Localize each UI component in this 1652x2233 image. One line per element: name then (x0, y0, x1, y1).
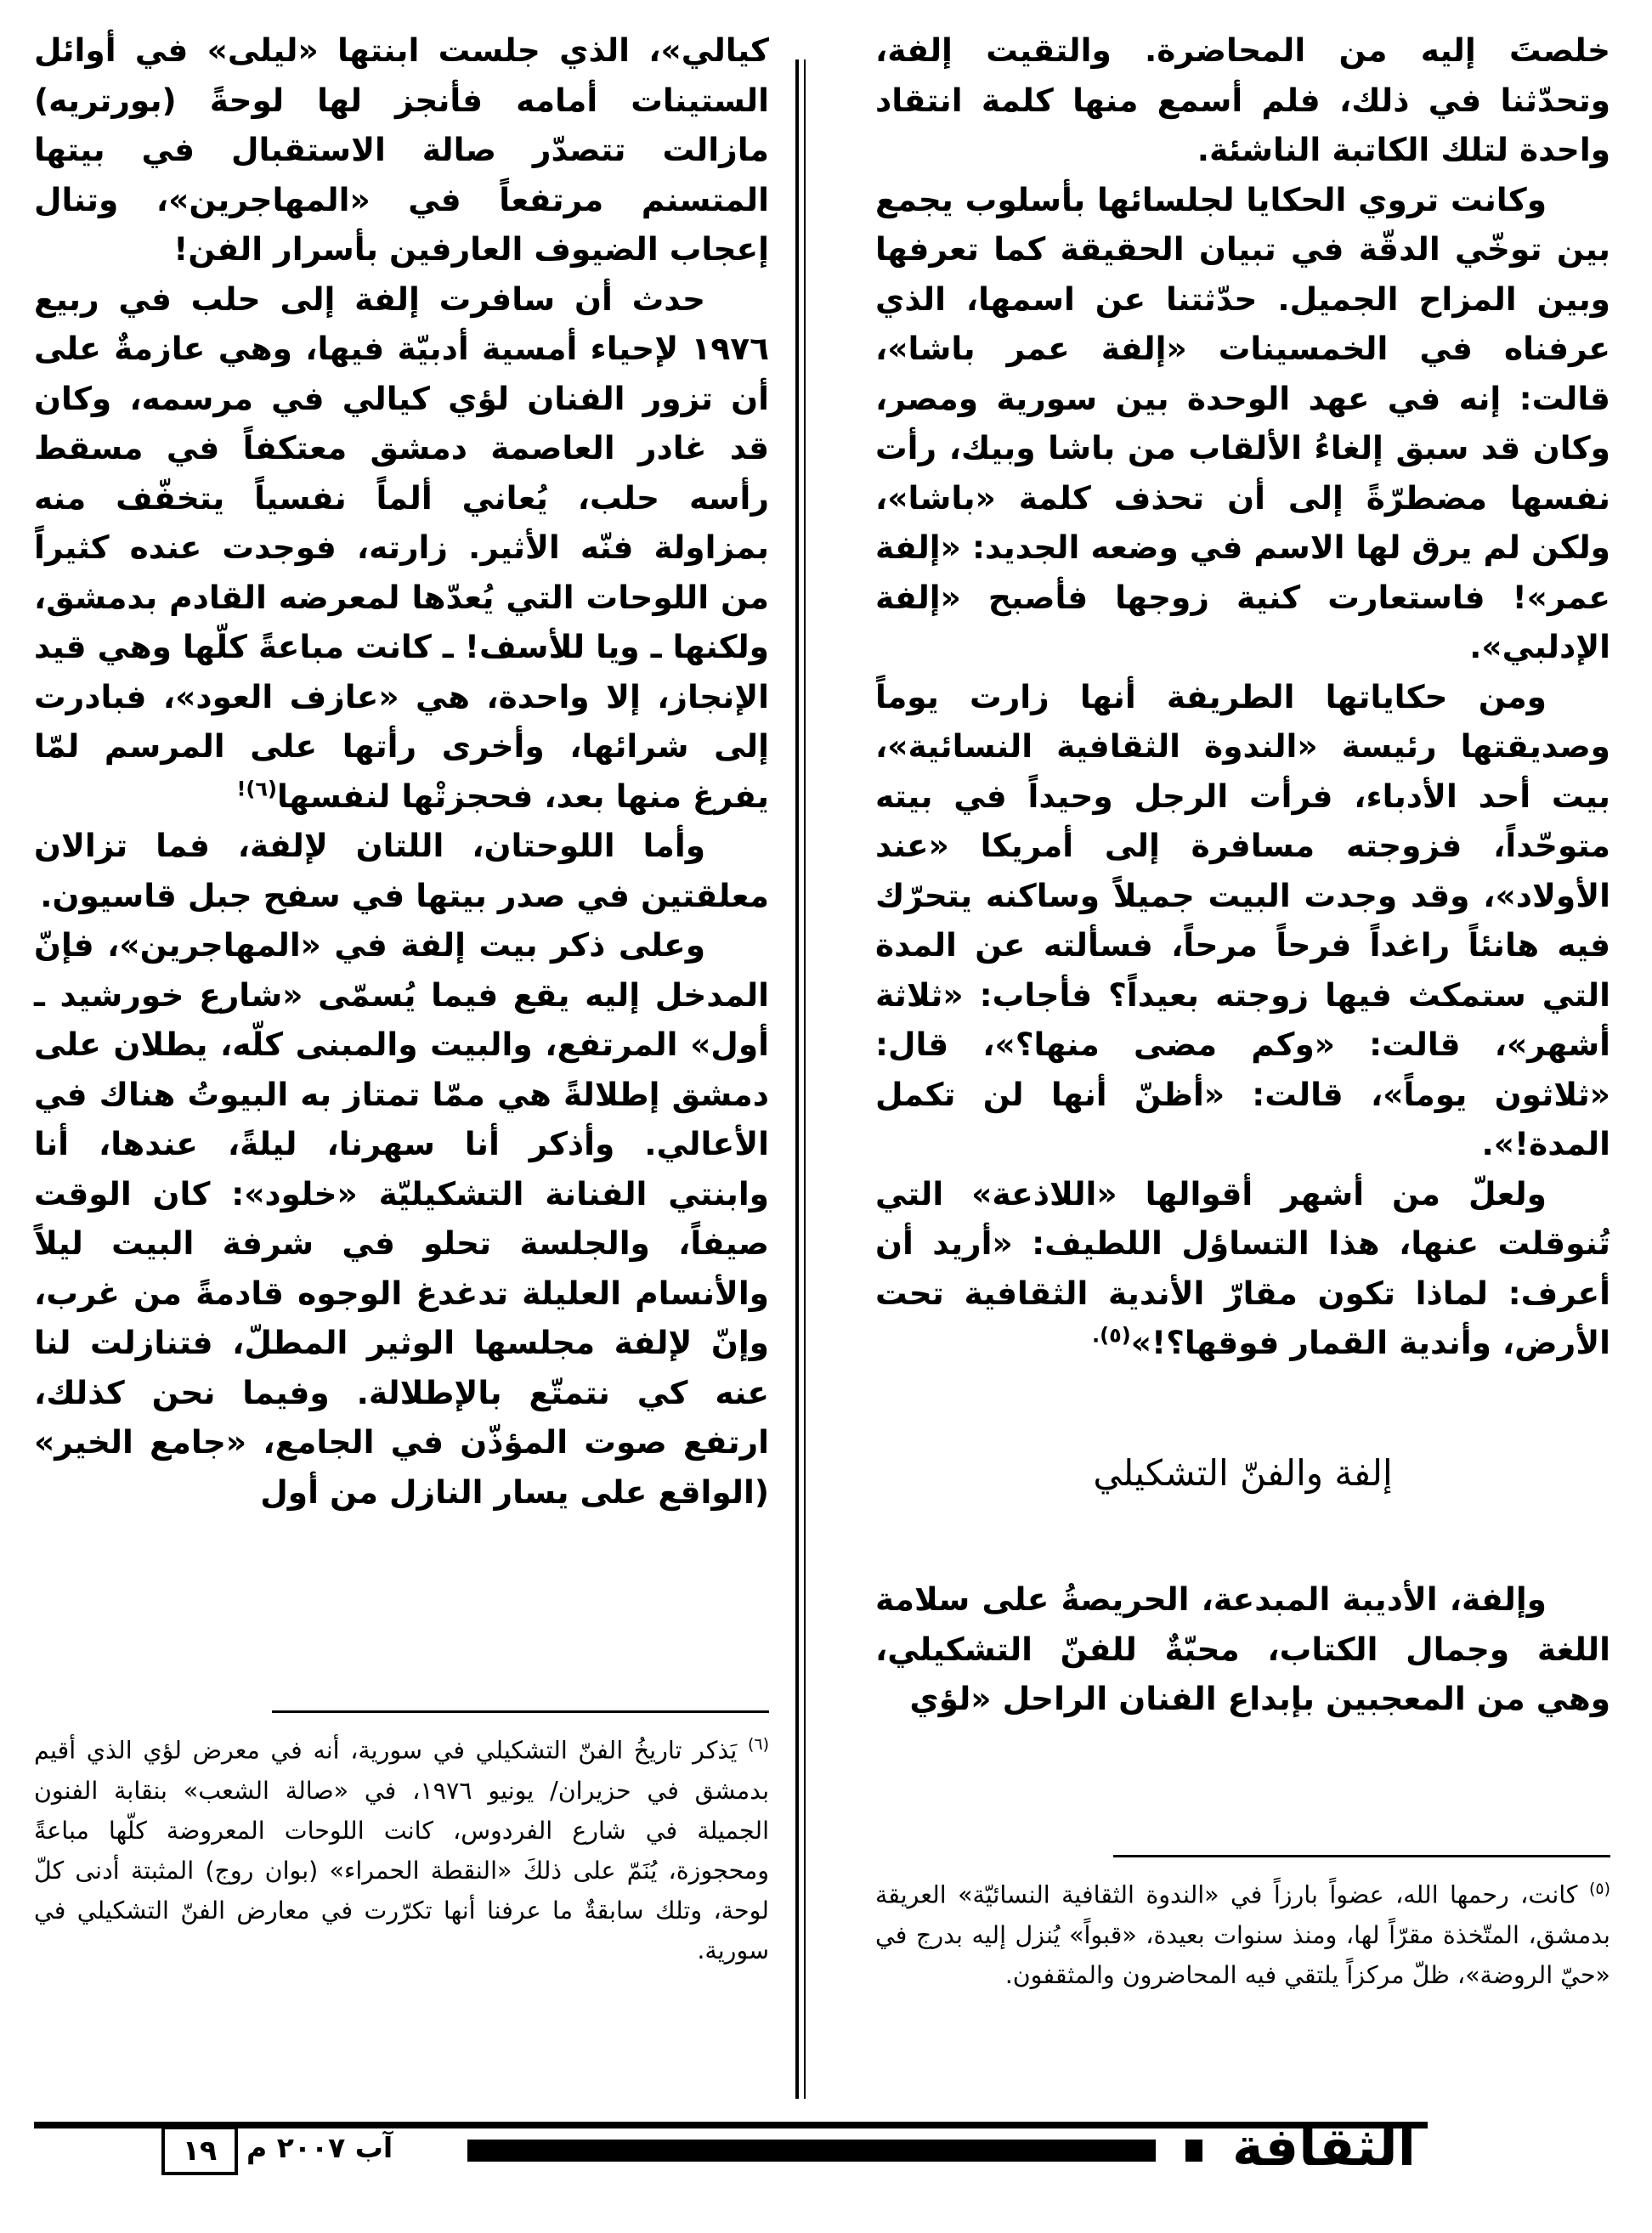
paragraph (34, 274, 769, 822)
paragraph: وإلفة، الأديبة المبدعة، الحريصةُ على سلامة اللغة وجمال الكتاب، محبّةٌ للفنّ التشكيلي، وهي من المعجبين بإبداع الفنان الراحل «لؤي (875, 1580, 1610, 1717)
left-column (34, 25, 769, 1517)
footnote-text: يَذكر تاريخُ الفنّ التشكيلي في سورية، أنه في معرض لؤي الذي أقيم بدمشق في حزيران/ يونيو ١٩٧٦، في «صالة الشعب» بنقابة الفنون الجميلة في شارع الفردوس، كانت اللوحات المعروضة كلّها مباعةً ومحجوزة، يُنَمّ على ذلكَ «النقطة الحمراء» (بوان روج) المثبتة أدنى كلّ لوحة، وتلك سابقةٌ ما عرفنا أنها تكرّرت في معارض الفنّ التشكيلي في سورية. (34, 1736, 769, 1964)
footer-bar-small (1185, 2140, 1202, 2162)
footnote-marker: (٦) (747, 1735, 770, 1754)
paragraph-text: حدث أن سافرت إلفة إلى حلب في ربيع ١٩٧٦ لإحياء أمسية أدبيّة فيها، وهي عازمةٌ على أن تزور الفنان لؤي كيالي في مرسمه، وكان قد غادر العاصمة دمشق معتكفاً في مسقط رأسه حلب، يُعاني ألماً نفسياً يتخفّف منه بمزاولة فنّه الأثير. زارته، فوجدت عنده كثيراً من اللوحات التي يُعدّها لمعرضه القادم بدمشق، ولكنها ـ ويا للأسف! ـ كانت مباعةً كلّها وهي قيد الإنجاز، إلا واحدة، هي «عازف العود»، فبادرت إلى شرائها، وأخرى رأتها على المرسم لمّا يفرغ منها بعد، فحجزتْها لنفسها (34, 280, 769, 815)
paragraph: خلصتَ إليه من المحاضرة. والتقيت إلفة، وتحدّثنا في ذلك، فلم أسمع منها كلمة انتقاد واحدة لتلك الكاتبة الناشئة. (875, 31, 1610, 168)
footnote-5 (875, 1869, 1610, 1995)
footnote-marker: (٥) (1588, 1880, 1610, 1898)
footnote-rule-right (1113, 1855, 1610, 1857)
footnote-ref-5: (٥). (1092, 1323, 1131, 1348)
footer-rule-top (34, 2122, 1428, 2128)
footnote-text: كانت، رحمها الله، عضواً بارزاً في «الندوة الثقافية النسائيّة» العريقة بدمشق، المتّخذة مقرّاً لها، ومنذ سنوات بعيدة، «قبواً» يُنزل إليه بدرج في «حيّ الروضة»، ظلّ مركزاً يلتقي فيه المحاضرون والمثقفون. (875, 1880, 1610, 1989)
footnote-6 (34, 1725, 769, 1970)
paragraph-text: ولعلّ من أشهر أقوالها «اللاذعة» التي تُنوقلت عنها، هذا التساؤل اللطيف: «أريد أن أعرف: لماذا تكون مقارّ الأندية الثقافية تحت الأرض، وأندية القمار فوقها؟!» (875, 1174, 1610, 1361)
paragraph: وعلى ذكر بيت إلفة في «المهاجرين»، فإنّ المدخل إليه يقع فيما يُسمّى «شارع خورشيد ـ أول» المرتفع، والبيت والمبنى كلّه، يطلان على دمشق إطلالةً هي ممّا تمتاز به البيوتُ هناك في الأعالي. وأذكر أنا سهرنا، ليلةً، عندها، أنا وابنتي الفنانة التشكيليّة «خلود»: كان الوقت صيفاً، والجلسة تحلو في شرفة البيت ليلاً والأنسام العليلة تدغدغ الوجوه قادمةً من غرب، وإنّ لإلفة مجلسها الوثير المطلّ، فتنازلت لنا عنه كي نتمتّع بالإطلالة. وفيما نحن كذلك، ارتفع صوت المؤذّن في الجامع، «جامع الخير» (الواقع على يسار النازل من أول (34, 926, 769, 1511)
footer-bar-black (467, 2140, 1156, 2162)
paragraph (875, 1169, 1610, 1368)
magazine-logo: الثقافة (1232, 2116, 1416, 2178)
paragraph: وأما اللوحتان، اللتان لإلفة، فما تزالان معلقتين في صدر بيتها في سفح جبل قاسيون. (34, 827, 769, 914)
footnote-ref-6: (٦)! (236, 777, 278, 800)
right-column (875, 25, 1610, 1724)
column-divider-thin (804, 59, 806, 2099)
paragraph: ومن حكاياتها الطريفة أنها زارت يوماً وصديقتها رئيسة «الندوة الثقافية النسائية»، بيت أحد الأدباء، فرأت الرجل وحيداً في بيته متوحّداً، فزوجته مسافرة إلى أمريكا «عند الأولاد»، وقد وجدت البيت جميلاً وساكنه يتحرّك فيه هانئاً راغداً فرحاً مرحاً، فسألته عن المدة التي ستمكث فيها زوجته بعيداً؟ فأجاب: «ثلاثة أشهر»، قالت: «وكم مضى منها؟»، قال: «ثلاثون يوماً»، قالت: «أظنّ أنها لن تكمل المدة!». (875, 677, 1610, 1162)
paragraph: كيالي»، الذي جلست ابنتها «ليلى» في أوائل الستينات أمامه فأنجز لها لوحةً (بورتريه) مازالت تتصدّر صالة الاستقبال في بيتها المتسنم مرتفعاً في «المهاجرين»، وتنال إعجاب الضيوف العارفين بأسرار الفن! (34, 31, 769, 268)
paragraph: وكانت تروي الحكايا لجلسائها بأسلوب يجمع بين توخّي الدقّة في تبيان الحقيقة كما تعرفها وبين المزاح الجميل. حدّثتنا عن اسمها، الذي عرفناه في الخمسينات «إلفة عمر باشا»، قالت: إنه في عهد الوحدة بين سورية ومصر، وكان قد سبق إلغاءُ الألقاب من باشا وبيك، رأت نفسها مضطرّةً إلى أن تحذف كلمة «باشا»، ولكن لم يرق لها الاسم في وضعه الجديد: «إلفة عمر»! فاستعارت كنية زوجها فأصبح «إلفة الإدلبي». (875, 180, 1610, 665)
section-title: إلفة والفنّ التشكيلي (1093, 1451, 1393, 1494)
issue-date: آب ٢٠٠٧ م (246, 2131, 393, 2164)
footnote-rule-left (272, 1710, 769, 1713)
column-divider (795, 59, 799, 2099)
page-number: ١٩ (161, 2126, 238, 2175)
